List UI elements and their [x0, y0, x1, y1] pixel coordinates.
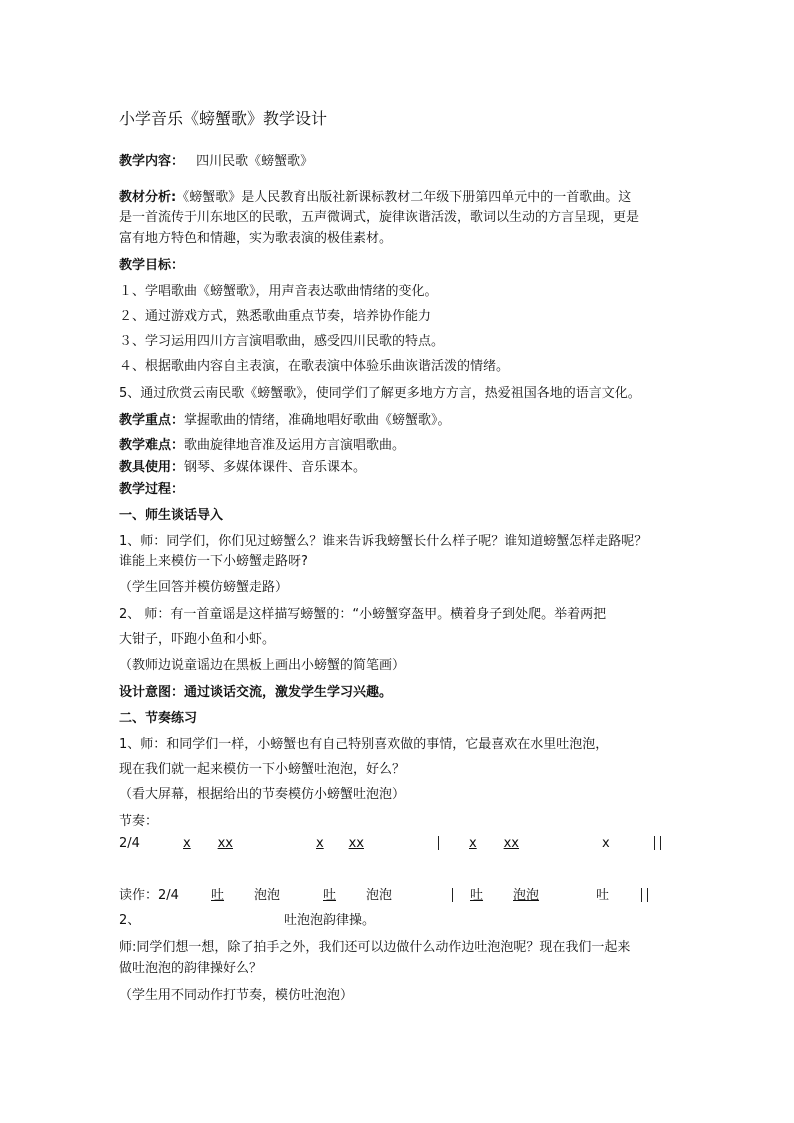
read-tu: 吐 [323, 888, 337, 903]
analysis-line-2: 是一首流传于川东地区的民歌，五声微调式，旋律诙谐活泼，歌词以生动的方言呈现，更是 [119, 210, 640, 225]
s2-p1-line-1: 1、师：和同学们一样，小螃蟹也有自己特别喜欢做的事情，它最喜欢在水里吐泡泡， [119, 737, 609, 752]
rhythm-x: x [469, 836, 477, 851]
s2-p2-note: （学生用不同动作打节奏，模仿吐泡泡） [119, 988, 354, 1003]
read-paopao: 泡泡 [366, 888, 393, 903]
key-value: 掌握歌曲的情绪，准确地唱好歌曲《螃蟹歌》。 [184, 413, 451, 428]
goal-item: 5、通过欣赏云南民歌《螃蟹歌》，使同学们了解更多地方方言，热爱祖国各地的语言文化。 [119, 386, 641, 401]
s1-p2-note: （教师边说童谣边在黑板上画出小螃蟹的简笔画） [119, 658, 406, 673]
s1-p1-note: （学生回答并模仿螃蟹走路） [119, 580, 289, 595]
rhythm-meter: 2/4 [119, 836, 140, 851]
s2-p2-number: 2、 [119, 913, 141, 928]
key-point [119, 412, 451, 430]
goal-item: ３、学习运用四川方言演唱歌曲，感受四川民歌的特点。 [119, 334, 445, 349]
rhythm-xx: xx [348, 836, 364, 851]
goal-item: ２、通过游戏方式，熟悉歌曲重点节奏，培养协作能力 [119, 309, 432, 324]
read-label: 读作：2/4 [119, 888, 179, 903]
content-value: 四川民歌《螃蟹歌》 [196, 154, 314, 169]
s2-p2-line-1: 师:同学们想一想，除了拍手之外，我们还可以边做什么动作边吐泡泡呢？现在我们一起来 [119, 940, 631, 955]
design-intent: 设计意图：通过谈话交流，激发学生学习兴趣。 [119, 685, 393, 700]
bar-line [438, 836, 439, 850]
read-paopao: 泡泡 [254, 888, 281, 903]
read-paopao: 泡泡 [513, 888, 540, 903]
content-label: 教学内容： [119, 154, 185, 169]
read-tu: 吐 [470, 888, 484, 903]
double-bar-line [641, 888, 648, 902]
section-1-title: 一、师生谈话导入 [119, 508, 224, 523]
tools [119, 459, 366, 477]
difficulty-label: 教学难点： [119, 438, 185, 453]
teaching-content [119, 153, 313, 171]
bar-line [452, 888, 453, 902]
s1-p2-line-2: 大钳子，吓跑小鱼和小虾。 [119, 632, 276, 647]
difficulty-value: 歌曲旋律地音准及运用方言演唱歌曲。 [184, 438, 406, 453]
read-tu: 吐 [211, 888, 225, 903]
s2-p1-note: （看大屏幕，根据给出的节奏模仿小螃蟹吐泡泡） [119, 787, 406, 802]
tools-value: 钢琴、多媒体课件、音乐课本。 [184, 460, 367, 475]
analysis-label: 教材分析: [119, 190, 177, 205]
rhythm-label: 节奏： [119, 814, 159, 829]
difficulty [119, 437, 405, 455]
s2-p2-title: 吐泡泡韵律操。 [284, 913, 376, 928]
goal-item: ４、根据歌曲内容自主表演，在歌表演中体验乐曲诙谐活泼的情绪。 [119, 359, 510, 374]
key-label: 教学重点： [119, 413, 185, 428]
goal-item: １、学唱歌曲《螃蟹歌》，用声音表达歌曲情绪的变化。 [119, 284, 438, 299]
read-tu: 吐 [596, 888, 610, 903]
s2-p2-line-2: 做吐泡泡的韵律操好么？ [119, 961, 263, 976]
rhythm-x: x [602, 836, 610, 851]
analysis-line-1 [119, 189, 631, 207]
process-label: 教学过程： [119, 482, 185, 497]
rhythm-x: x [316, 836, 324, 851]
s2-p1-line-2: 现在我们就一起来模仿一下小螃蟹吐泡泡，好么？ [119, 762, 406, 777]
page-title: 小学音乐《螃蟹歌》教学设计 [119, 109, 328, 128]
s1-p1-line-2: 谁能上来模仿一下小螃蟹走路呀? [119, 554, 308, 569]
s1-p1-line-1: 1、师：同学们，你们见过螃蟹么？谁来告诉我螃蟹长什么样子呢？谁知道螃蟹怎样走路呢？ [119, 534, 648, 549]
double-bar-line [654, 836, 661, 850]
tools-label: 教具使用： [119, 460, 185, 475]
section-2-title: 二、节奏练习 [119, 711, 198, 726]
rhythm-x: x [183, 836, 191, 851]
rhythm-xx: xx [503, 836, 519, 851]
goals-label: 教学目标： [119, 258, 185, 273]
analysis-text-1: 《螃蟹歌》是人民教育出版社新课标教材二年级下册第四单元中的一首歌曲。这 [176, 190, 632, 205]
s1-p2-line-1: 2、 师：有一首童谣是这样描写螃蟹的：“小螃蟹穿盔甲。横着身子到处爬。举着两把 [119, 607, 607, 622]
rhythm-xx: xx [217, 836, 233, 851]
analysis-line-3: 富有地方特色和情趣，实为歌表演的极佳素材。 [119, 231, 393, 246]
